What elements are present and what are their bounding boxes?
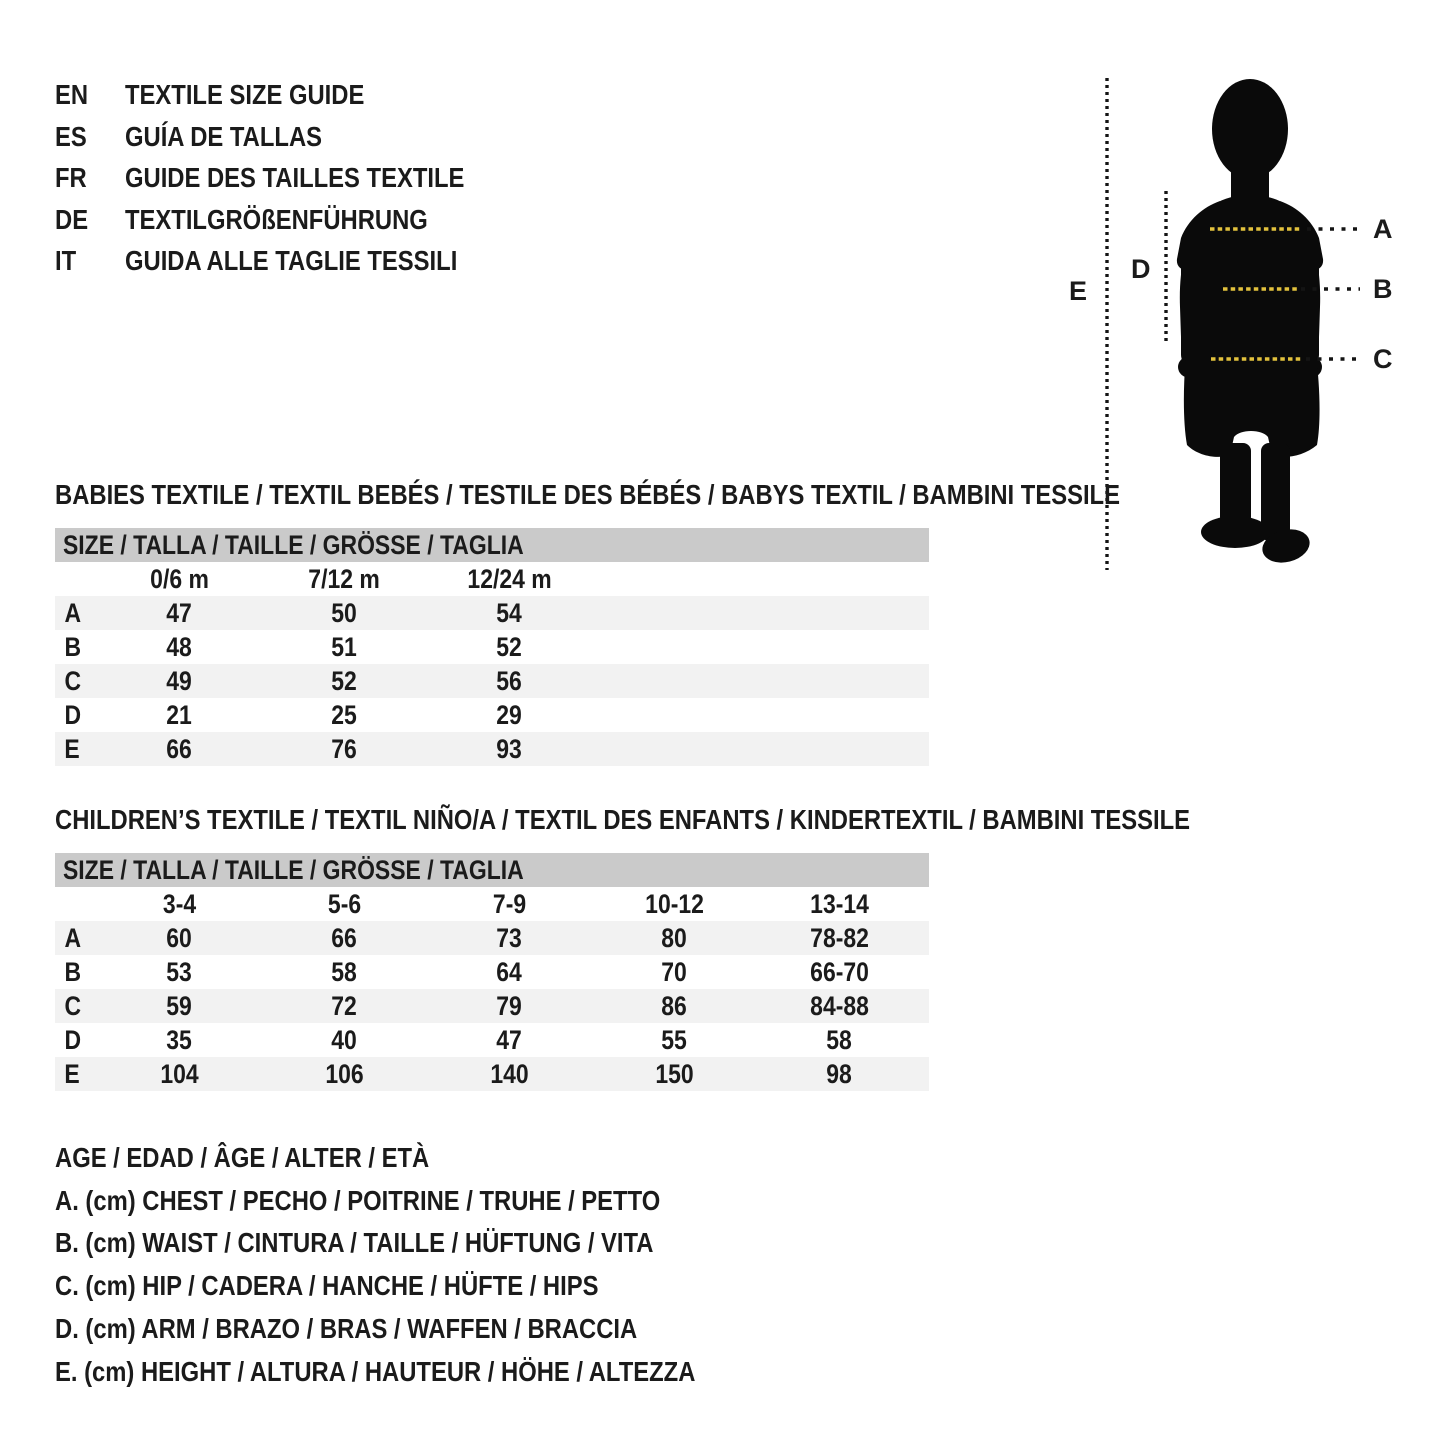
height-label: E <box>1069 276 1088 306</box>
lang-row-it <box>55 240 524 282</box>
children-section-title: CHILDREN’S TEXTILE / TEXTIL NIÑO/A / TEXTIL DES ENFANTS / KINDERTEXTIL / BAMBINI TESSILE <box>55 804 1191 835</box>
children-col-3: 10-12 <box>645 888 704 919</box>
row-label: D <box>64 1024 82 1055</box>
babies-col-0: 0/6 m <box>150 563 209 594</box>
row-label: C <box>64 990 82 1021</box>
silhouette-left-arm <box>1181 253 1202 365</box>
lang-code-de: DE <box>55 203 89 235</box>
row-label: E <box>64 1058 80 1089</box>
legend-height: E. (cm) HEIGHT / ALTURA / HAUTEUR / HÖHE / ALTEZZA <box>55 1355 696 1387</box>
row-label: D <box>64 699 82 730</box>
children-col-2: 7-9 <box>492 888 527 919</box>
lang-row-en <box>55 74 524 116</box>
silhouette-shorts <box>1184 355 1320 457</box>
row-label: A <box>64 922 82 953</box>
chest-label: A <box>1373 214 1393 244</box>
row-label: E <box>64 733 80 764</box>
lang-code-es: ES <box>55 120 87 152</box>
table-row: A 47 50 54 <box>55 596 929 630</box>
babies-col-1: 7/12 m <box>308 563 381 594</box>
legend-hip: C. (cm) HIP / CADERA / HANCHE / HÜFTE / HIPS <box>55 1270 599 1302</box>
table-row: B 48 51 52 <box>55 630 929 664</box>
table-row: A 60 66 73 80 78-82 <box>55 921 929 955</box>
table-row: C 59 72 79 86 84-88 <box>55 989 929 1023</box>
hip-label: C <box>1373 344 1393 374</box>
babies-size-header-bar: SIZE / TALLA / TAILLE / GRÖSSE / TAGLIA <box>55 528 929 562</box>
table-row: E 104 106 140 150 98 <box>55 1057 929 1091</box>
legend-waist: B. (cm) WAIST / CINTURA / TAILLE / HÜFTUNG / VITA <box>55 1227 654 1259</box>
legend-chest: A. (cm) CHEST / PECHO / POITRINE / TRUHE / PETTO <box>55 1184 661 1216</box>
row-label: C <box>64 665 82 696</box>
table-row: C 49 52 56 <box>55 664 929 698</box>
children-size-header-bar: SIZE / TALLA / TAILLE / GRÖSSE / TAGLIA <box>55 853 929 887</box>
title-fr: GUIDE DES TAILLES TEXTILE <box>125 162 465 194</box>
children-col-0: 3-4 <box>162 888 197 919</box>
lang-row-fr <box>55 157 524 199</box>
row-label: A <box>64 597 82 628</box>
table-row: B 53 58 64 70 66-70 <box>55 955 929 989</box>
children-col-1: 5-6 <box>327 888 362 919</box>
legend-age: AGE / EDAD / ÂGE / ALTER / ETÀ <box>55 1142 430 1173</box>
title-en: TEXTILE SIZE GUIDE <box>125 79 365 110</box>
babies-section-title: BABIES TEXTILE / TEXTIL BEBÉS / TESTILE DES BÉBÉS / BABYS TEXTIL / BAMBINI TESSILE <box>55 479 1120 510</box>
arm-label: D <box>1131 254 1151 284</box>
silhouette-right-arm <box>1298 253 1319 365</box>
measurement-legend <box>55 1137 808 1393</box>
babies-column-header-row <box>55 562 929 596</box>
waist-label: B <box>1373 274 1393 304</box>
children-col-4: 13-14 <box>810 888 869 919</box>
title-it: GUIDA ALLE TAGLIE TESSILI <box>125 245 458 277</box>
table-row: D 21 25 29 <box>55 698 929 732</box>
row-label: B <box>64 956 82 987</box>
lang-code-en: EN <box>55 79 89 110</box>
lang-code-fr: FR <box>55 162 87 194</box>
row-label: B <box>64 631 82 662</box>
silhouette-left-shoe <box>1201 516 1269 548</box>
title-de: TEXTILGRÖßENFÜHRUNG <box>125 203 428 235</box>
lang-code-it: IT <box>55 245 77 277</box>
children-size-table <box>55 853 929 1091</box>
language-header <box>55 74 524 282</box>
babies-col-2: 12/24 m <box>467 563 552 594</box>
legend-arm: D. (cm) ARM / BRAZO / BRAS / WAFFEN / BRACCIA <box>55 1312 638 1344</box>
lang-row-de <box>55 199 524 241</box>
table-row: E 66 76 93 <box>55 732 929 766</box>
table-row: D 35 40 47 55 58 <box>55 1023 929 1057</box>
babies-size-table <box>55 528 929 766</box>
lang-row-es <box>55 116 524 158</box>
title-es: GUÍA DE TALLAS <box>125 120 323 152</box>
children-column-header-row <box>55 887 929 921</box>
